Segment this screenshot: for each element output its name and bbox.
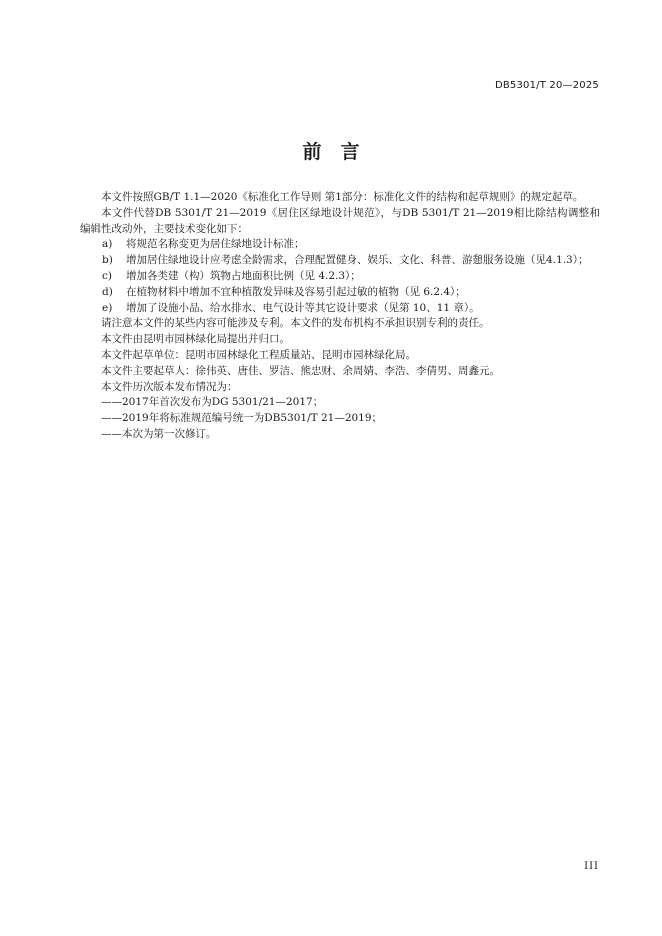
list-item-text: 增加居住绿地设计应考虑全龄需求，合理配置健身、娱乐、文化、科普、游憩服务设施（见4.1.3）； xyxy=(126,254,589,267)
list-item xyxy=(80,237,600,253)
list-item-label: b) xyxy=(102,254,113,267)
page-title: 前言 xyxy=(302,141,379,163)
list-item-text: 增加了设施小品、给水排水、电气设计等其它设计要求（见第 10、11 章）。 xyxy=(126,301,480,314)
paragraph-drafting-units: 本文件起草单位：昆明市园林绿化工程质量站、昆明市园林绿化局。 xyxy=(101,348,416,361)
list-item-label: e) xyxy=(102,301,113,314)
paragraph-replacement: 本文件代替DB 5301/T 21—2019《居住区绿地设计规范》，与DB 5301/T 21—2019相比除结构调整和编辑性改动外，主要技术变化如下： xyxy=(80,206,600,235)
list-item xyxy=(80,253,600,269)
document-code: DB5301/T 20—2025 xyxy=(494,80,599,91)
list-item xyxy=(80,301,600,317)
list-item xyxy=(80,285,600,301)
list-item xyxy=(80,269,600,285)
list-item-text: 在植物材料中增加不宜种植散发异味及容易引起过敏的植物（见 6.2.4）； xyxy=(126,285,466,298)
paragraph-patent-notice: 请注意本文件的某些内容可能涉及专利。本文件的发布机构不承担识别专利的责任。 xyxy=(101,317,490,330)
history-item: ——2019年将标准规范编号统一为DB5301/T 21—2019； xyxy=(101,412,383,425)
list-item-label: d) xyxy=(102,285,113,298)
page-number: III xyxy=(584,861,599,872)
paragraph-proposer: 本文件由昆明市园林绿化局提出并归口。 xyxy=(101,333,290,346)
foreword-body xyxy=(80,190,600,443)
list-item-text: 增加各类建（构）筑物占地面积比例（见 4.2.3）； xyxy=(126,269,361,282)
history-item: ——2017年首次发布为DG 5301/21—2017； xyxy=(101,396,324,409)
paragraph-drafters: 本文件主要起草人：徐伟英、唐佳、罗洁、熊忠财、余周婧、李浩、李倩男、周鑫元。 xyxy=(101,364,500,377)
paragraph-history-intro: 本文件历次版本发布情况为： xyxy=(101,380,238,393)
history-item: ——本次为第一次修订。 xyxy=(101,427,217,440)
list-item-label: a) xyxy=(102,238,113,251)
paragraph-drafting-rules: 本文件按照GB/T 1.1—2020《标准化工作导则 第1部分：标准化文件的结构和起草规则》的规定起草。 xyxy=(101,191,584,203)
list-item-text: 将规范名称变更为居住绿地设计标准； xyxy=(126,238,305,251)
list-item-label: c) xyxy=(102,269,112,282)
